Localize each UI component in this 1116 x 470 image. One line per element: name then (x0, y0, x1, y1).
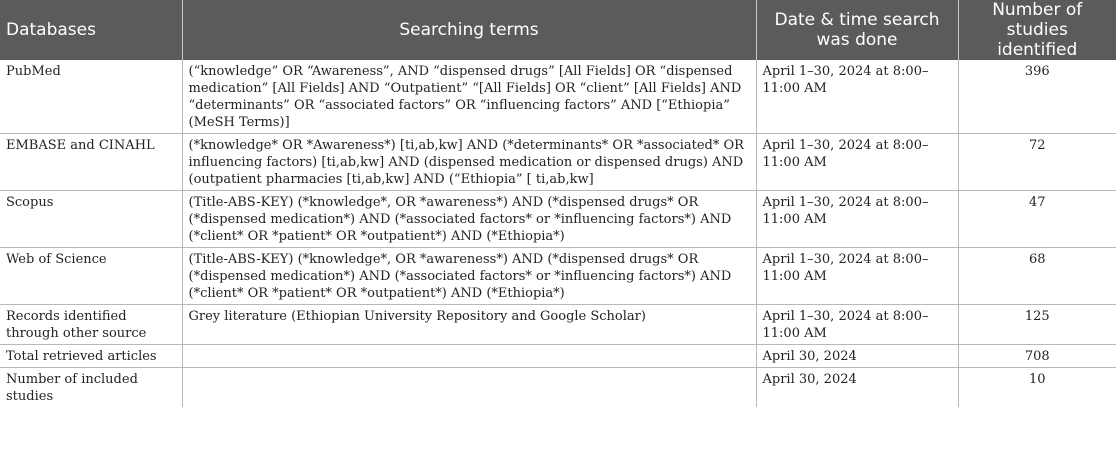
cell-count: 396 (958, 60, 1116, 134)
cell-database: Number of included studies (0, 368, 182, 408)
cell-date: April 1–30, 2024 at 8:00–11:00 AM (756, 305, 958, 345)
cell-terms (182, 345, 756, 368)
cell-terms: (*knowledge* OR *Awareness*) [ti,ab,kw] AND (*determinants* OR *associated* OR influencing factors) [ti,ab,kw] AND (dispensed medication or dispensed drugs) AND (outpatient pharmacies [ti,ab,kw] AND (“Ethiopia” [ ti,ab,kw] (182, 134, 756, 191)
table-row (0, 368, 1116, 408)
cell-terms: (Title-ABS-KEY) (*knowledge*, OR *awareness*) AND (*dispensed drugs* OR (*dispensed medication*) AND (*associated factors* or *influencing factors*) AND (*client* OR *patient* OR *outpatient*) AND (*Ethiopia*) (182, 191, 756, 248)
cell-count: 125 (958, 305, 1116, 345)
cell-database: EMBASE and CINAHL (0, 134, 182, 191)
cell-count: 68 (958, 248, 1116, 305)
cell-database: Scopus (0, 191, 182, 248)
cell-count: 47 (958, 191, 1116, 248)
cell-count: 708 (958, 345, 1116, 368)
table-row (0, 345, 1116, 368)
table-row (0, 305, 1116, 345)
header-searching-terms: Searching terms (182, 0, 756, 60)
cell-date: April 1–30, 2024 at 8:00–11:00 AM (756, 191, 958, 248)
cell-terms: (Title-ABS-KEY) (*knowledge*, OR *awareness*) AND (*dispensed drugs* OR (*dispensed medication*) AND (*associated factors* or *influencing factors*) AND (*client* OR *patient* OR *outpatient*) AND (*Ethiopia*) (182, 248, 756, 305)
cell-date: April 30, 2024 (756, 368, 958, 408)
table-row (0, 191, 1116, 248)
cell-date: April 30, 2024 (756, 345, 958, 368)
cell-database: Total retrieved articles (0, 345, 182, 368)
table-row (0, 134, 1116, 191)
table-row (0, 248, 1116, 305)
table-row (0, 60, 1116, 134)
cell-date: April 1–30, 2024 at 8:00–11:00 AM (756, 134, 958, 191)
cell-database: Web of Science (0, 248, 182, 305)
header-number-of-studies: Number of studies identified (958, 0, 1116, 60)
cell-count: 10 (1028, 372, 1046, 387)
header-databases: Databases (0, 0, 182, 60)
cell-database: PubMed (0, 60, 182, 134)
header-date-time: Date & time search was done (756, 0, 958, 60)
cell-terms (182, 368, 756, 408)
cell-date: April 1–30, 2024 at 8:00–11:00 AM (756, 60, 958, 134)
cell-terms: Grey literature (Ethiopian University Repository and Google Scholar) (182, 305, 756, 345)
cell-database: Records identified through other source (0, 305, 182, 345)
cell-date: April 1–30, 2024 at 8:00–11:00 AM (756, 248, 958, 305)
header-row (0, 0, 1116, 60)
cell-terms: (“knowledge” OR “Awareness”, AND “dispensed drugs” [All Fields] OR “dispensed medication” [All Fields] AND “Outpatient” “[All Fields] OR “client” [All Fields] AND “determinants” OR “associated factors” OR “influencing factors” AND [“Ethiopia” (MeSH Terms)] (182, 60, 756, 134)
cell-count: 72 (958, 134, 1116, 191)
